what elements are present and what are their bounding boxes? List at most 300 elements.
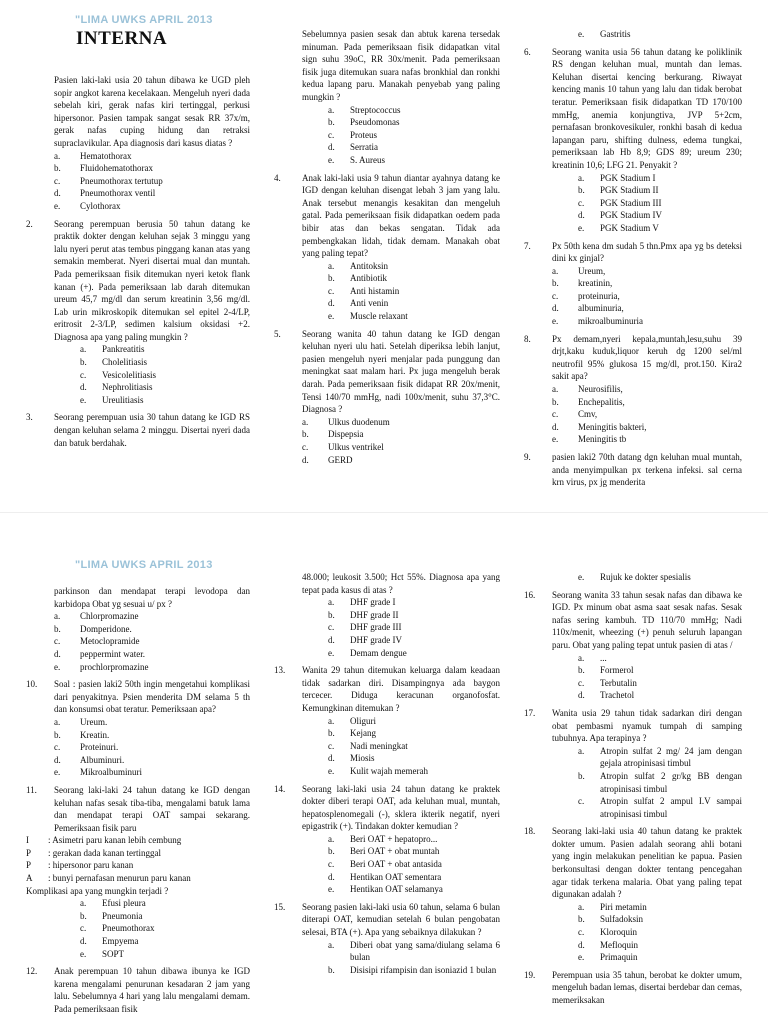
option-text: Hentikan OAT sementara xyxy=(350,871,442,882)
option-row xyxy=(328,964,500,977)
option-row xyxy=(578,795,742,820)
question-text: Seorang pasien laki-laki usia 60 tahun, selama 6 bulan diterapi OAT, kemudian setelah 6 bulan pengobatan selesai, BTA (+). Apa yang sebaiknya dilakukan ? xyxy=(302,901,500,938)
option-row xyxy=(328,297,500,310)
option-row xyxy=(328,858,500,871)
options xyxy=(524,265,742,328)
option-letter: b. xyxy=(328,117,335,128)
option-text: Fluidohematothorax xyxy=(80,163,153,174)
option-row xyxy=(578,901,742,914)
option-text: Gastritis xyxy=(600,29,631,39)
option-text: Beri OAT + obat muntah xyxy=(350,846,440,857)
option-letter: b. xyxy=(578,185,585,196)
options xyxy=(274,596,500,659)
option-row xyxy=(54,729,250,742)
options xyxy=(26,150,250,213)
question-10 xyxy=(26,678,250,779)
option-row xyxy=(328,634,500,647)
option-letter: c. xyxy=(552,409,559,420)
question-3-continued xyxy=(274,28,500,167)
option-text: Ureum. xyxy=(80,716,108,727)
option-text: Neurosifilis, xyxy=(578,384,623,395)
question-text: Soal : pasien laki2 50th ingin mengetahui komplikasi dari penyakitnya. Psien menderita DM selama 5 th dan konsumsi obat teratur. Pemeriksaan apa? xyxy=(54,679,250,715)
question-text: Px 50th kena dm sudah 5 thn.Pmx apa yg bs deteksi dini kx ginjal? xyxy=(552,240,742,264)
option-row xyxy=(578,926,742,939)
column-2 xyxy=(274,28,500,471)
option-row xyxy=(578,197,742,210)
option-letter: b. xyxy=(80,910,87,921)
option-row xyxy=(578,222,742,235)
question-number: 17. xyxy=(524,707,536,718)
option-row xyxy=(328,883,500,896)
question-prompt: Komplikasi apa yang mungkin terjadi ? xyxy=(26,885,169,896)
question-text: Seorang perempuan berusia 50 tahun datang ke praktik dokter dengan keluhan sejak 3 minggu yang lalu nyeri perut atas tembus pinggang kanan atas yang semakin memberat. Nyeri disertai mual dan muntah. Pada pemeriksaan fisik ditemukan nyeri ketok flank kanan (+). Pada pemeriksaan lab darah ditemukan ureum 45,7 mg/dl dan serum kreatinin 3,56 mg/dl. Lab urin mikroskopik ditemukan sel epitel 2-4/LP, eritrosit 2-3/LP, sedimen kalsium oksidasi +2. Diagnosa apa yang paling mungkin ? xyxy=(54,218,250,342)
option-letter: e. xyxy=(328,765,335,776)
option-text: Antitoksin xyxy=(350,260,389,271)
option-letter: d. xyxy=(328,871,335,882)
option-text: Atropin sulfat 2 ampul I.V sampai atropinisasi timbul xyxy=(600,796,742,819)
options xyxy=(274,416,500,466)
option-letter: b. xyxy=(80,357,87,368)
question-number: 6. xyxy=(524,46,531,57)
option-row xyxy=(328,141,500,154)
option-row xyxy=(80,935,250,948)
option-row xyxy=(328,845,500,858)
option-row xyxy=(578,689,742,702)
column-1 xyxy=(26,74,250,454)
option-letter: c. xyxy=(54,636,61,647)
option-text: Formerol xyxy=(600,665,634,676)
option-text: PGK Stadium II xyxy=(600,185,659,196)
option-text: Piri metamin xyxy=(600,901,647,912)
option-text: Ureum, xyxy=(578,265,606,276)
option-text: Primaquin xyxy=(600,952,638,963)
options xyxy=(26,897,250,960)
option-text: Nephrolitiasis xyxy=(102,382,153,393)
option-letter: d. xyxy=(328,142,335,153)
option-text: Kreatin. xyxy=(80,729,110,740)
option-text: S. Aureus xyxy=(350,154,386,165)
question-number: 19. xyxy=(524,969,536,980)
option-text: Ureulitiasis xyxy=(102,394,144,405)
option-text: Cholelitiasis xyxy=(102,357,147,368)
option-letter: e. xyxy=(54,767,61,778)
question-5-tail xyxy=(524,28,742,41)
question-15 xyxy=(274,901,500,977)
option-row xyxy=(54,635,250,648)
option-text: Demam dengue xyxy=(350,647,407,658)
option-letter: e. xyxy=(578,572,585,582)
option-row xyxy=(552,421,742,434)
option-text: PGK Stadium III xyxy=(600,197,662,208)
question-14 xyxy=(274,783,500,896)
option-row xyxy=(328,647,500,660)
option-text: Vesicolelitiasis xyxy=(102,369,156,380)
question-2 xyxy=(26,218,250,407)
option-text: SOPT xyxy=(102,948,125,959)
option-text: albuminuria, xyxy=(578,303,624,314)
option-letter: a. xyxy=(328,715,335,726)
question-text: Perempuan usia 35 tahun, berobat ke dokter umum, mengeluh badan lemas, disertai berdebar dan cemas, memeriksakan xyxy=(552,969,742,1005)
option-text: Trachetol xyxy=(600,690,635,701)
option-text: Domperidone. xyxy=(80,623,132,634)
option-row xyxy=(578,745,742,770)
question-number: 9. xyxy=(524,452,531,462)
option-row xyxy=(328,104,500,117)
option-row xyxy=(552,302,742,315)
option-text: DHF grade I xyxy=(350,597,396,608)
option-letter: e. xyxy=(80,394,87,405)
option-row xyxy=(26,859,250,872)
option-row xyxy=(328,621,500,634)
options xyxy=(524,652,742,702)
question-text: Wanita 29 tahun ditemukan keluarga dalam keadaan tidak sadarkan diri. Disampingnya ada baygon tercecer. Diduga keracunan organofosfat. Kemungkinan ditemukan ? xyxy=(302,665,500,713)
option-row xyxy=(552,290,742,303)
option-row xyxy=(54,623,250,636)
option-text: Rujuk ke dokter spesialis xyxy=(600,572,691,582)
options xyxy=(524,745,742,821)
option-text: Ulkus ventrikel xyxy=(328,442,384,452)
option-row xyxy=(328,260,500,273)
option-letter: e. xyxy=(80,948,87,959)
option-row xyxy=(552,315,742,328)
question-11 xyxy=(26,784,250,960)
option-letter: c. xyxy=(54,742,61,753)
option-text: Diberi obat yang sama/diulang selama 6 bulan xyxy=(350,939,500,963)
option-letter: a. xyxy=(328,597,335,608)
option-text: Hentikan OAT selamanya xyxy=(350,884,443,895)
option-text: Pneumothorax xyxy=(102,923,155,934)
option-row xyxy=(80,369,250,382)
page-header: "LIMA UWKS APRIL 2013 xyxy=(75,559,213,571)
option-text: DHF grade IV xyxy=(350,634,402,645)
option-text: kreatinin, xyxy=(578,278,613,289)
option-row xyxy=(578,28,742,41)
option-text: Meningitis bakteri, xyxy=(578,421,647,432)
option-letter: e. xyxy=(578,29,585,39)
options xyxy=(274,939,500,977)
option-row xyxy=(578,677,742,690)
option-letter: A xyxy=(26,873,33,884)
option-letter: d. xyxy=(80,382,87,393)
option-letter: b. xyxy=(552,278,559,289)
options xyxy=(274,260,500,323)
option-letter: e. xyxy=(552,434,559,445)
option-letter: b. xyxy=(328,609,335,620)
question-number: 15. xyxy=(274,901,286,912)
option-text: Sulfadoksin xyxy=(600,914,644,925)
option-letter: c. xyxy=(328,129,335,140)
option-letter: d. xyxy=(302,454,309,465)
question-4 xyxy=(274,172,500,323)
option-row xyxy=(80,922,250,935)
options xyxy=(274,104,500,167)
options xyxy=(26,343,250,406)
option-text: Beri OAT + obat antasida xyxy=(350,859,442,870)
option-letter: a. xyxy=(578,901,585,912)
option-letter: a. xyxy=(578,172,585,183)
option-letter: d. xyxy=(552,421,559,432)
option-letter: e. xyxy=(578,952,585,963)
option-text: Anti histamin xyxy=(350,285,400,296)
question-12-continued xyxy=(274,571,500,659)
option-letter: a. xyxy=(328,104,335,115)
option-text: Efusi pleura xyxy=(102,898,146,909)
question-text: Seorang laki-laki usia 24 tahun datang ke praktek dokter diberi terapi OAT, ada keluhan mual, muntah, hepatosplenomegali (-), sklera ikterik negatif, nyeri epigastrik (+). Tindakan dokter kemudian ? xyxy=(302,783,500,832)
option-row xyxy=(328,310,500,323)
option-letter: b. xyxy=(328,728,335,739)
option-letter: e. xyxy=(54,661,61,672)
option-letter: d. xyxy=(54,754,61,765)
option-letter: d. xyxy=(54,648,61,659)
option-letter: c. xyxy=(80,369,87,380)
question-text: Seorang laki-laki 24 tahun datang ke IGD dengan keluhan nafas sesak tiba-tiba, mengalami batuk lama dan mendapat terapi OAT sampai sekarang. Pemeriksaan fisik paru xyxy=(54,784,250,833)
column-2 xyxy=(274,571,500,981)
question-number: 5. xyxy=(274,328,281,339)
option-letter: d. xyxy=(54,188,61,199)
options xyxy=(524,383,742,446)
option-row xyxy=(328,740,500,753)
options xyxy=(26,610,250,673)
option-letter: d. xyxy=(578,939,585,950)
option-text: Enchepalitis, xyxy=(578,396,625,407)
option-text: PGK Stadium V xyxy=(600,222,659,233)
option-row xyxy=(328,727,500,740)
page-2 xyxy=(0,512,768,1025)
options xyxy=(274,715,500,778)
option-text: Pneumothorax tertutup xyxy=(80,175,163,186)
option-letter: a. xyxy=(328,939,335,950)
option-text: Oliguri xyxy=(350,715,376,726)
option-letter: P xyxy=(26,860,32,871)
question-number: 7. xyxy=(524,240,531,251)
option-letter: b. xyxy=(54,729,61,740)
option-text: Streptococcus xyxy=(350,104,401,115)
option-row xyxy=(80,910,250,923)
option-letter: e. xyxy=(578,222,585,233)
option-row xyxy=(578,571,742,584)
option-row xyxy=(578,172,742,185)
option-row xyxy=(578,913,742,926)
question-1 xyxy=(26,74,250,213)
question-number: 18. xyxy=(524,826,536,837)
option-text: Kejang xyxy=(350,728,376,739)
option-row xyxy=(328,871,500,884)
option-row xyxy=(578,184,742,197)
option-row xyxy=(552,383,742,396)
option-letter: I xyxy=(26,835,29,846)
option-row xyxy=(80,948,250,961)
option-text: Empyema xyxy=(102,936,139,947)
option-text: proteinuria, xyxy=(578,290,620,301)
option-row xyxy=(54,766,250,779)
option-letter: c. xyxy=(80,923,87,934)
option-text: peppermint water. xyxy=(80,648,145,659)
option-text: : hipersonor paru kanan xyxy=(48,860,134,871)
option-row xyxy=(302,454,500,467)
options xyxy=(524,571,742,584)
section-title: INTERNA xyxy=(76,28,168,49)
question-19 xyxy=(524,969,742,1007)
question-text: Anak laki-laki usia 9 tahun diantar ayahnya datang ke IGD dengan keluhan disengat lebah 3 jam yang lalu. Anak tersebut menangis kesakitan dan mengeluh gatal. Pada pemeriksaan fisik didapatkan oedem pada bibir atas dan bekas sengatan. Tidak ada pembengkakan lidah, tidak demam. Manakah obat yang paling tepat? xyxy=(302,172,500,259)
option-text: Mefloquin xyxy=(600,939,638,950)
options xyxy=(26,716,250,779)
page-1 xyxy=(0,0,768,512)
option-row xyxy=(80,343,250,356)
option-row xyxy=(328,272,500,285)
option-letter: a. xyxy=(578,745,585,756)
option-row xyxy=(552,396,742,409)
option-letter: P xyxy=(26,847,32,858)
option-text: PGK Stadium I xyxy=(600,172,656,183)
option-text: Proteus xyxy=(350,129,377,140)
option-row xyxy=(302,441,500,454)
question-text: Pasien laki-laki usia 20 tahun dibawa ke UGD pleh sopir angkot karena kecelakaan. Mengeluh nyeri dada sebelah kiri, gerak nafas kiri tertinggal, perkusi hipersonor. Pasien tampak sangat sesak RR 37x/m, gerak nafas cuping hidung dan retraksi supraclavikular. Apa diagnosis dari kasus diatas ? xyxy=(54,75,250,148)
option-row xyxy=(328,752,500,765)
option-row xyxy=(328,596,500,609)
option-row xyxy=(328,116,500,129)
question-number: 11. xyxy=(26,784,37,795)
question-number: 16. xyxy=(524,589,536,600)
option-letter: d. xyxy=(328,753,335,764)
option-row xyxy=(328,833,500,846)
question-13 xyxy=(274,664,500,777)
option-text: Proteinuri. xyxy=(80,742,119,753)
option-letter: e. xyxy=(328,154,335,165)
question-number: 10. xyxy=(26,679,38,690)
option-letter: d. xyxy=(328,298,335,309)
option-row xyxy=(552,408,742,421)
option-text: Beri OAT + hepatopro... xyxy=(350,833,438,844)
option-text: Kulit wajah memerah xyxy=(350,765,428,776)
question-number: 3. xyxy=(26,412,33,423)
option-row xyxy=(328,154,500,167)
option-text: Disisipi rifampisin dan isoniazid 1 bulan xyxy=(350,964,497,975)
option-row xyxy=(80,394,250,407)
question-16 xyxy=(524,589,742,702)
column-3 xyxy=(524,571,742,1012)
option-letter: e. xyxy=(328,647,335,658)
option-text: Mikroalbuminuri xyxy=(80,767,142,778)
question-number: 13. xyxy=(274,665,286,676)
option-row xyxy=(54,150,250,163)
column-1 xyxy=(26,585,250,1021)
option-letter: e. xyxy=(54,200,61,211)
question-17 xyxy=(524,707,742,820)
question-text: Wanita usia 29 tahun tidak sadarkan diri dengan obat pembasmi nyamuk tumpah di samping tubuhnya. Apa terapinya ? xyxy=(552,707,742,744)
option-letter: b. xyxy=(328,846,335,857)
option-row xyxy=(54,200,250,213)
option-text: GERD xyxy=(328,454,353,465)
option-text: Pankreatitis xyxy=(102,344,145,355)
option-letter: a. xyxy=(328,833,335,844)
option-letter: b. xyxy=(578,914,585,925)
option-letter: b. xyxy=(54,623,61,634)
option-letter: c. xyxy=(328,285,335,296)
question-number: 12. xyxy=(26,966,38,977)
question-9-continued xyxy=(26,585,250,673)
option-text: Pseudomonas xyxy=(350,117,400,128)
option-letter: a. xyxy=(54,611,61,622)
option-row xyxy=(54,661,250,674)
option-row xyxy=(578,209,742,222)
option-text: Atropin sulfat 2 gr/kg BB dengan atropinisasi timbul xyxy=(600,770,742,794)
option-letter: a. xyxy=(552,384,559,395)
option-text: Muscle relaxant xyxy=(350,311,408,322)
option-row xyxy=(54,741,250,754)
option-row xyxy=(552,277,742,290)
option-row xyxy=(328,129,500,142)
option-letter: e. xyxy=(328,884,335,895)
question-12 xyxy=(26,965,250,1015)
option-text: Nadi meningkat xyxy=(350,740,408,751)
option-letter: c. xyxy=(552,290,559,301)
options xyxy=(524,901,742,964)
question-text: Seorang wanita 40 tahun datang ke IGD dengan keluhan nyeri ulu hati. Setelah diperiksa lebih lanjut, pasien mengeluh nyeri menjalar pada punggung dan meningkat saat malam hari. Px juga mengeluh berak darah. Pada pemeriksaan fisik didapat RR 20x/menit, Tensi 140/70 mmHg, nadi 100x/menit, suhu 37,3°C. Diagnosa ? xyxy=(302,328,500,415)
option-row xyxy=(54,610,250,623)
option-letter: b. xyxy=(578,770,585,781)
option-text: ... xyxy=(600,652,607,663)
option-letter: d. xyxy=(552,303,559,314)
option-letter: a. xyxy=(80,344,87,355)
option-letter: a. xyxy=(54,150,61,161)
option-letter: b. xyxy=(328,273,335,284)
option-text: Metoclopramide xyxy=(80,636,140,647)
option-letter: c. xyxy=(328,859,335,870)
question-number: 8. xyxy=(524,333,531,344)
option-text: DHF grade II xyxy=(350,609,399,620)
option-row xyxy=(578,652,742,665)
option-text: DHF grade III xyxy=(350,622,402,633)
exam-findings xyxy=(26,834,250,884)
option-letter: d. xyxy=(578,690,585,701)
option-letter: b. xyxy=(328,964,335,975)
option-text: mikroalbuminuria xyxy=(578,316,643,327)
option-text: Anti venin xyxy=(350,298,389,309)
question-number: 2. xyxy=(26,218,33,229)
question-9 xyxy=(524,451,742,489)
option-row xyxy=(578,951,742,964)
question-5 xyxy=(274,328,500,467)
option-text: prochlorpromazine xyxy=(80,661,149,672)
option-letter: e. xyxy=(552,316,559,327)
option-row xyxy=(578,770,742,795)
option-letter: e. xyxy=(328,311,335,322)
option-row xyxy=(80,897,250,910)
option-row xyxy=(578,664,742,677)
option-text: Cmv, xyxy=(578,409,598,420)
question-text: Seorang perempuan usia 30 tahun datang ke IGD RS dengan keluhan selama 2 minggu. Disertai nyeri dada dan batuk berdahak. xyxy=(54,412,250,448)
option-letter: c. xyxy=(578,927,585,938)
question-6 xyxy=(524,46,742,235)
question-8 xyxy=(524,333,742,446)
option-row xyxy=(80,356,250,369)
option-row xyxy=(80,381,250,394)
option-letter: c. xyxy=(54,175,61,186)
option-letter: c. xyxy=(578,197,585,208)
option-text: Kloroquin xyxy=(600,927,637,938)
page-header: "LIMA UWKS APRIL 2013 xyxy=(75,14,213,26)
question-text: Seorang wanita usia 56 tahun datang ke poliklinik RS dengan keluhan mual, muntah dan lemas. Keluhan disertai kencing berkurang. Riwayat kencing manis 10 tahun yang lalu dan tidak berobat teratur. Pemeriksaan fisik didapatkan TD 170/100 mmHg, anemia konjungtiva, JVP 5+2cm, pernafasan bronkovesikuler, ronkhi basah di kedua lapangan paru, shifting dulness, edema tungkai, pemeriksaan lab Hb 8,9; GDS 89; ureum 230; kreatinin 10,6; LFG 21. Penyakit ? xyxy=(552,46,742,170)
question-text: Px demam,nyeri kepala,muntah,lesu,suhu 39 drjt,kaku kuduk,liquor keruh dg 1200 sel/ml neutrofil 95% glukosa 15 mg/dl, prot.150. Kira2 sakit apa? xyxy=(552,333,742,382)
option-letter: a. xyxy=(578,652,585,663)
options xyxy=(524,172,742,235)
option-row xyxy=(578,939,742,952)
option-row xyxy=(328,715,500,728)
option-letter: b. xyxy=(302,429,309,440)
option-text: : Asimetri paru kanan lebih cembung xyxy=(48,835,182,846)
question-number: 4. xyxy=(274,172,281,183)
option-row xyxy=(26,872,250,885)
